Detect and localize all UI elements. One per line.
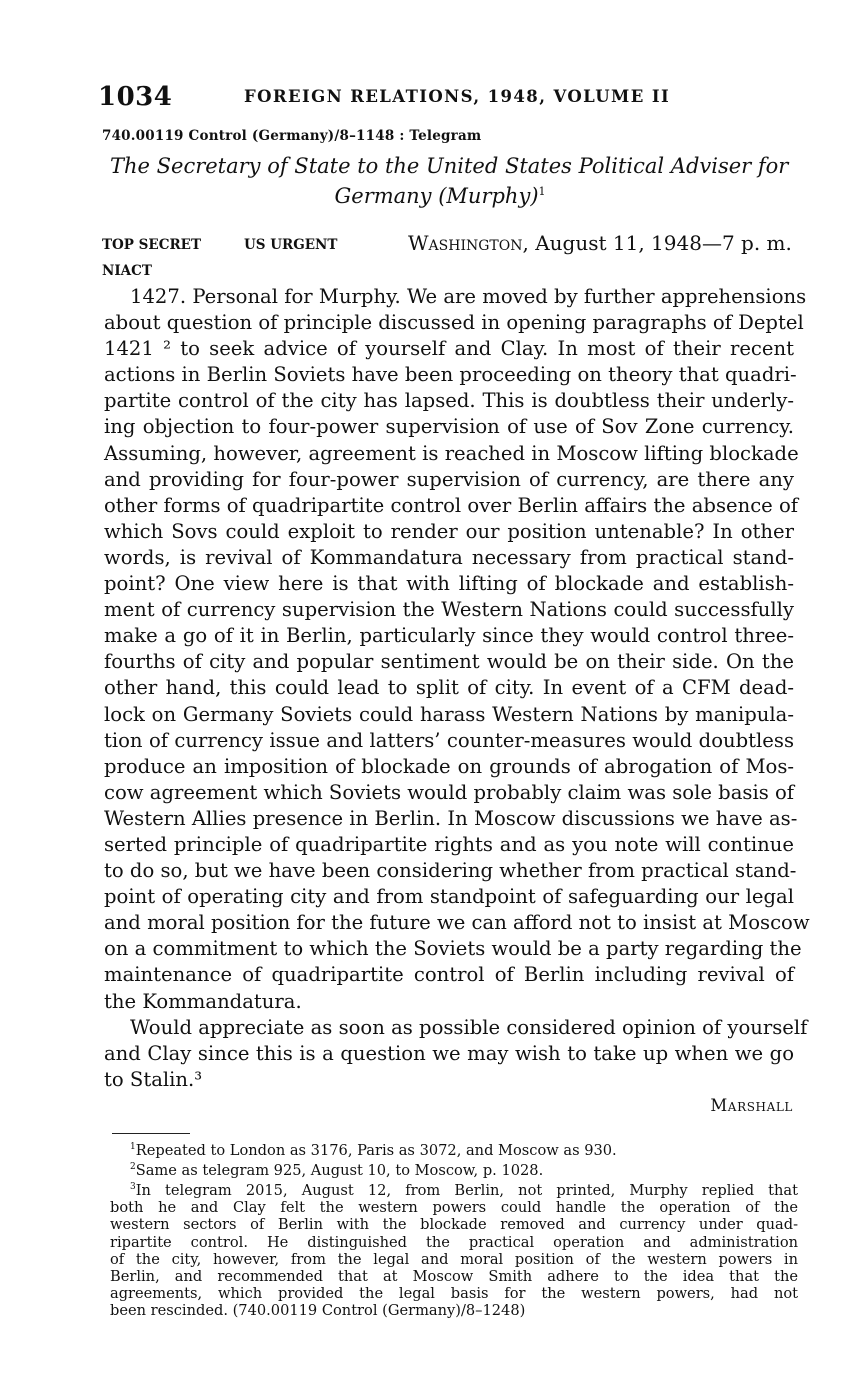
paragraph-1-line: 1427. Personal for Murphy. We are moved by further apprehensions bbox=[130, 285, 807, 308]
paragraph-2-line: Would appreciate as soon as possible considered opinion of yourself bbox=[130, 1015, 808, 1039]
footnote-text: In telegram 2015, August 12, from Berlin, not printed, Murphy replied that bbox=[135, 1181, 798, 1199]
paragraph-1-line: actions in Berlin Soviets have been proceeding on theory that quadri- bbox=[104, 363, 797, 387]
footnote-line: of the city, however, from the legal and moral position of the western powers in bbox=[110, 1250, 798, 1268]
footnotes bbox=[110, 1139, 798, 1320]
paragraph-1-line: ing objection to four-power supervision of use of Sov Zone currency. bbox=[104, 415, 794, 439]
telegram-body bbox=[104, 284, 810, 1093]
file-number: 740.00119 Control (Germany)/8–1148 : Telegram bbox=[102, 128, 482, 144]
running-title: FOREIGN RELATIONS, 1948, VOLUME II bbox=[244, 87, 671, 106]
paragraph-1-line: partite control of the city has lapsed. This is doubtless their underly- bbox=[104, 389, 794, 413]
footnote-line bbox=[110, 1159, 798, 1179]
niact-label: NIACT bbox=[102, 263, 152, 279]
footnote-line: both he and Clay felt the western powers could handle the operation of the bbox=[110, 1199, 798, 1217]
paragraph-1-line: 1421 ² to seek advice of yourself and Clay. In most of their recent bbox=[104, 337, 794, 361]
paragraph-2-line: to Stalin.³ bbox=[104, 1067, 203, 1091]
paragraph-1-line: point of operating city and from standpoint of safeguarding our legal bbox=[104, 885, 794, 909]
footnote-mark: 2 bbox=[130, 1162, 136, 1173]
document-title bbox=[110, 153, 789, 209]
signature: Marshall bbox=[710, 1096, 793, 1115]
title-line-2 bbox=[110, 179, 770, 209]
paragraph-1-line: cow agreement which Soviets would probably claim was sole basis of bbox=[104, 780, 795, 804]
running-header bbox=[98, 82, 758, 116]
paragraph-1-line: point? One view here is that with lifting of blockade and establish- bbox=[104, 572, 794, 596]
paragraph-1-line: lock on Germany Soviets could harass Western Nations by manipula- bbox=[104, 702, 794, 726]
footnote-line bbox=[110, 1179, 798, 1199]
paragraph-1-line: fourths of city and popular sentiment would be on their side. On the bbox=[104, 650, 794, 674]
footnote-rule bbox=[112, 1133, 190, 1134]
paragraph-1-line: Western Allies presence in Berlin. In Moscow discussions we have as- bbox=[104, 806, 798, 830]
dateline-date: August 11, 1948—7 p. m. bbox=[528, 231, 792, 255]
paragraph-1-line: ment of currency supervision the Western Nations could successfully bbox=[104, 598, 794, 622]
title-footnote-mark: 1 bbox=[538, 185, 546, 198]
footnote-line: agreements, which provided the legal basis for the western powers, had not bbox=[110, 1285, 798, 1303]
footnote-text: Repeated to London as 3176, Paris as 3072, and Moscow as 930. bbox=[135, 1141, 617, 1159]
paragraph-1-line: on a commitment to which the Soviets would be a party regarding the bbox=[104, 937, 802, 961]
paragraph-1-line: and providing for four-power supervision of currency, are there any bbox=[104, 467, 794, 491]
footnote-line: been rescinded. (740.00119 Control (Germany)/8–1248) bbox=[110, 1302, 526, 1320]
dateline-place: Washington, bbox=[408, 231, 529, 255]
footnote-text: Same as telegram 925, August 10, to Moscow, p. 1028. bbox=[135, 1161, 544, 1179]
title-line-1: The Secretary of State to the United States Political Adviser for bbox=[110, 154, 789, 178]
footnote-line: ripartite control. He distinguished the practical operation and administration bbox=[110, 1233, 798, 1251]
paragraph-1-line: words, is revival of Kommandatura necessary from practical stand- bbox=[104, 545, 794, 569]
footnote-line: western sectors of Berlin with the blockade removed and currency under quad- bbox=[110, 1216, 798, 1234]
paragraph-1-line: other hand, this could lead to split of city. In event of a CFM dead- bbox=[104, 676, 794, 700]
paragraph-1-line: tion of currency issue and latters’ counter-measures would doubtless bbox=[104, 728, 794, 752]
paragraph-1-line: produce an imposition of blockade on grounds of abrogation of Mos- bbox=[104, 754, 794, 778]
paragraph-1-line: which Sovs could exploit to render our position untenable? In other bbox=[104, 519, 794, 543]
paragraph-2-line: and Clay since this is a question we may wish to take up when we go bbox=[104, 1041, 794, 1065]
paragraph-1-line: the Kommandatura. bbox=[104, 989, 302, 1013]
title-line-2-text: Germany (Murphy) bbox=[334, 184, 539, 208]
urgency-label: US URGENT bbox=[244, 237, 338, 253]
footnote-mark: 1 bbox=[130, 1142, 136, 1152]
paragraph-1-line: maintenance of quadripartite control of Berlin including revival of bbox=[104, 963, 794, 987]
paragraph-2 bbox=[104, 1015, 808, 1093]
paragraph-1-line: to do so, but we have been considering whether from practical stand- bbox=[104, 859, 797, 883]
classification-block bbox=[102, 231, 792, 283]
paragraph-1-line: serted principle of quadripartite rights and as you note will continue bbox=[104, 832, 794, 856]
footnote-mark: 3 bbox=[130, 1182, 136, 1193]
footnote-line bbox=[110, 1139, 798, 1159]
paragraph-1-line: Assuming, however, agreement is reached in Moscow lifting blockade bbox=[104, 441, 799, 465]
paragraph-1-line: other forms of quadripartite control over Berlin affairs the absence of bbox=[104, 493, 799, 517]
paragraph-1 bbox=[104, 284, 810, 1015]
top-secret-label: TOP SECRET bbox=[102, 237, 201, 253]
footnote-line: Berlin, and recommended that at Moscow Smith adhere to the idea that the bbox=[110, 1268, 798, 1285]
paragraph-1-line: make a go of it in Berlin, particularly since they would control three- bbox=[104, 624, 794, 648]
paragraph-1-line: and moral position for the future we can afford not to insist at Moscow bbox=[104, 911, 810, 935]
page-number: 1034 bbox=[98, 82, 173, 112]
dateline bbox=[408, 231, 792, 255]
paragraph-1-line: about question of principle discussed in opening paragraphs of Deptel bbox=[104, 311, 804, 335]
